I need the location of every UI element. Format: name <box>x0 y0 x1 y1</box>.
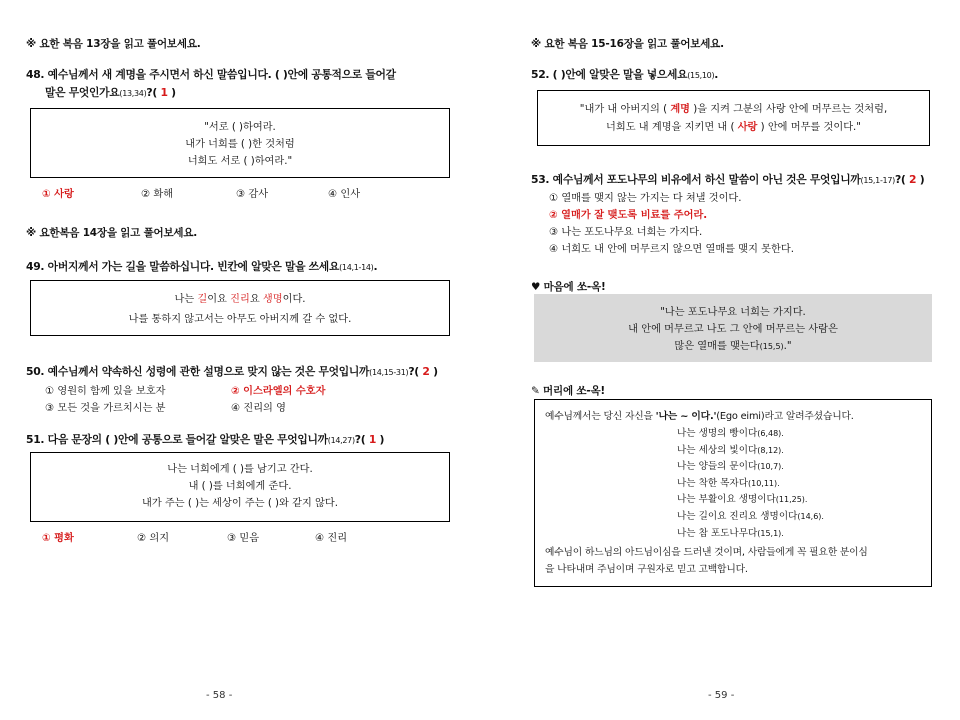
answer-word-life: 생명 <box>262 294 283 305</box>
q48-box-line: "서로 ( )하여라. <box>204 122 276 133</box>
section-heading-ch14: ※ 요한복음 14장을 읽고 풀어보세요. <box>26 227 198 239</box>
head-intro-b: '나는 ~ 이다.' <box>655 411 717 422</box>
q49-seg: 이다. <box>282 294 306 305</box>
q53-option-2[interactable]: ② 열매가 잘 맺도록 비료를 주어라. <box>549 210 708 221</box>
q51-ref: (14,27) <box>327 436 355 445</box>
head-outro-line: 예수님이 하느님의 아드님이심을 드러낸 것이며, 사람들에게 꼭 필요한 분이심 <box>545 547 868 558</box>
q53-ref: (15,1-17) <box>860 176 895 185</box>
q52-box-line2 <box>538 119 929 137</box>
i-am-item <box>677 509 824 526</box>
q48-box-line: 내가 너희를 ( )한 것처럼 <box>185 139 295 150</box>
i-am-ref: (10,7). <box>757 462 784 472</box>
q53-line1 <box>531 172 924 187</box>
i-am-list <box>677 426 824 542</box>
heart-line: 내 안에 머무르고 나도 그 안에 머무르는 사람은 <box>628 324 838 335</box>
q51-box-line: 내가 주는 ( )는 세상이 주는 ( )와 같지 않다. <box>142 498 338 509</box>
q49-seg: 나는 <box>174 294 198 305</box>
q49-box-line1 <box>31 290 449 310</box>
head-outro-line: 을 나타내며 주님이며 구원자로 믿고 고백합니다. <box>545 564 748 575</box>
q51-answer: 1 <box>368 433 377 446</box>
heart-line3-text: 많은 열매를 맺는다 <box>674 341 760 352</box>
q53-option-4[interactable]: ④ 너희도 내 안에 머무르지 않으면 열매를 맺지 못한다. <box>549 244 794 255</box>
q53-text: 53. 예수님께서 포도나무의 비유에서 하신 말씀이 아닌 것은 무엇입니까 <box>531 173 861 186</box>
page-number-right: - 59 - <box>708 690 735 701</box>
i-am-text: 나는 생명의 빵이다 <box>677 428 758 439</box>
q52-verse-box <box>537 90 930 146</box>
q49-seg: 이요 <box>207 294 231 305</box>
q52-text: 52. ( )안에 알맞은 말을 넣으세요 <box>531 68 688 81</box>
q50-option-2[interactable]: ② 이스라엘의 수호자 <box>231 386 326 397</box>
q52-box-line1 <box>538 101 929 119</box>
i-am-text: 나는 세상의 빛이다 <box>677 444 758 456</box>
i-am-text: 나는 참 포도나무다 <box>677 527 758 539</box>
q48-line2 <box>45 85 176 100</box>
q51-text: 51. 다음 문장의 ( )안에 공통으로 들어갈 알맞은 말은 무엇입니까 <box>26 433 328 446</box>
head-intro <box>545 408 854 422</box>
answer-word-way: 길 <box>197 294 208 305</box>
i-am-ref: (8,12). <box>757 445 784 455</box>
q52-seg: ) 안에 머무를 것이다." <box>757 122 861 133</box>
head-info-box <box>534 399 932 587</box>
q50-ref: (14,15-31) <box>369 368 409 377</box>
q51-box-line: 내 ( )를 너희에게 준다. <box>188 481 292 492</box>
q49-line1 <box>26 259 377 274</box>
q52-ref: (15,10) <box>687 71 715 80</box>
q52-seg: "내가 내 아버지의 ( <box>579 104 671 115</box>
q48-ref: (13,34) <box>119 89 147 98</box>
i-am-ref: (14,6). <box>797 511 824 521</box>
q50-line1 <box>26 364 438 379</box>
q48-verse-box <box>30 108 450 178</box>
q52-line1 <box>531 67 718 82</box>
q50-option-3[interactable]: ③ 모든 것을 가르치시는 분 <box>45 403 166 414</box>
q49-seg: 요 <box>249 294 263 305</box>
i-am-item <box>677 476 824 493</box>
q51-line1 <box>26 432 384 447</box>
q51-ans-prefix: ?( <box>354 433 369 446</box>
q52-end: . <box>714 68 719 81</box>
q53-option-3[interactable]: ③ 나는 포도나무요 너희는 가지다. <box>549 227 703 238</box>
i-am-text: 나는 길이요 진리요 생명이다 <box>677 510 798 522</box>
i-am-ref: (10,11). <box>747 478 780 488</box>
q53-ans-suffix: ) <box>916 173 925 186</box>
q51-option-3[interactable]: ③ 믿음 <box>227 533 260 544</box>
q48-box-line: 너희도 서로 ( )하여라." <box>187 156 293 167</box>
q51-verse-box <box>30 452 450 522</box>
answer-word-truth: 진리 <box>230 294 250 305</box>
q48-option-2[interactable]: ② 화해 <box>141 189 174 200</box>
answer-word-love: 사랑 <box>737 122 758 133</box>
q50-ans-prefix: ?( <box>408 365 423 378</box>
q49-text: 49. 아버지께서 가는 길을 말씀하십니다. 빈칸에 알맞은 말을 쓰세요 <box>26 260 340 273</box>
i-am-item <box>677 526 824 543</box>
q51-box-line: 나는 너희에게 ( )를 남기고 간다. <box>167 464 313 475</box>
q49-ref: (14,1-14) <box>339 263 374 272</box>
q48-option-4[interactable]: ④ 인사 <box>328 189 361 200</box>
q50-text: 50. 예수님께서 약속하신 성령에 관한 설명으로 맞지 않는 것은 무엇입니까 <box>26 365 370 378</box>
q52-seg: 너희도 내 계명을 지키면 내 ( <box>606 122 738 133</box>
q48-option-1[interactable]: ① 사랑 <box>42 189 74 200</box>
i-am-item <box>677 426 824 443</box>
q53-answer: 2 <box>909 173 917 186</box>
q50-option-4[interactable]: ④ 진리의 영 <box>231 403 286 414</box>
i-am-ref: (15,1). <box>757 528 784 538</box>
q53-option-1[interactable]: ① 열매를 맺지 않는 가지는 다 쳐낼 것이다. <box>549 193 742 204</box>
i-am-item <box>677 443 824 460</box>
i-am-item <box>677 459 824 476</box>
head-intro-a: 예수님께서는 당신 자신을 <box>545 411 656 422</box>
right-page <box>480 0 960 720</box>
q48-ans-prefix: ?( <box>146 86 161 99</box>
i-am-item <box>677 492 824 509</box>
section-heading-ch15-16: ※ 요한 복음 15-16장을 읽고 풀어보세요. <box>531 38 724 50</box>
head-section-title: ✎ 머리에 쏘-옥! <box>531 385 605 397</box>
i-am-ref: (6,48). <box>757 429 784 438</box>
heart-verse-box <box>534 294 932 362</box>
q50-option-1[interactable]: ① 영원히 함께 있을 보호자 <box>45 386 166 397</box>
i-am-ref: (11,25). <box>775 495 808 505</box>
head-intro-c: (Ego eimi)라고 알려주셨습니다. <box>716 411 854 422</box>
page-number-left: - 58 - <box>206 690 233 701</box>
q51-ans-suffix: ) <box>376 433 385 446</box>
heart-line: "나는 포도나무요 너희는 가지다. <box>660 307 806 318</box>
q51-option-2[interactable]: ② 의지 <box>137 533 170 544</box>
i-am-text: 나는 양들의 문이다 <box>677 461 758 473</box>
q51-option-4[interactable]: ④ 진리 <box>315 533 348 544</box>
q49-answer-box <box>30 280 450 336</box>
q48-option-3[interactable]: ③ 감사 <box>236 189 269 200</box>
section-heading-ch13: ※ 요한 복음 13장을 읽고 풀어보세요. <box>26 38 201 50</box>
q50-ans-suffix: ) <box>429 365 438 378</box>
q48-line1: 48. 예수님께서 새 계명을 주시면서 하신 말씀입니다. ( )안에 공통적으로 들어갈 <box>26 68 396 81</box>
q53-ans-prefix: ?( <box>894 173 910 186</box>
q49-box-line2: 나를 통하지 않고서는 아무도 아버지께 갈 수 없다. <box>128 314 352 325</box>
answer-word-commandment: 계명 <box>670 104 690 115</box>
q51-option-1[interactable]: ① 평화 <box>42 533 74 544</box>
i-am-text: 나는 착한 목자다 <box>677 477 748 489</box>
q48-answer: 1 <box>160 86 168 99</box>
q50-answer: 2 <box>422 365 430 378</box>
q49-end: . <box>373 260 378 273</box>
heart-ref: (15,5) <box>759 342 784 351</box>
q48-ans-suffix: ) <box>167 86 176 99</box>
heart-section-title: ♥ 마음에 쏘-옥! <box>531 281 606 293</box>
q48-line2-text: 말은 무엇인가요 <box>45 86 120 99</box>
q52-seg: )을 지켜 그분의 사랑 안에 머무르는 것처럼, <box>690 104 888 115</box>
i-am-text: 나는 부활이요 생명이다 <box>677 494 776 506</box>
head-outro <box>545 544 868 578</box>
heart-line3-end: ." <box>783 341 792 352</box>
heart-line3 <box>534 338 932 355</box>
